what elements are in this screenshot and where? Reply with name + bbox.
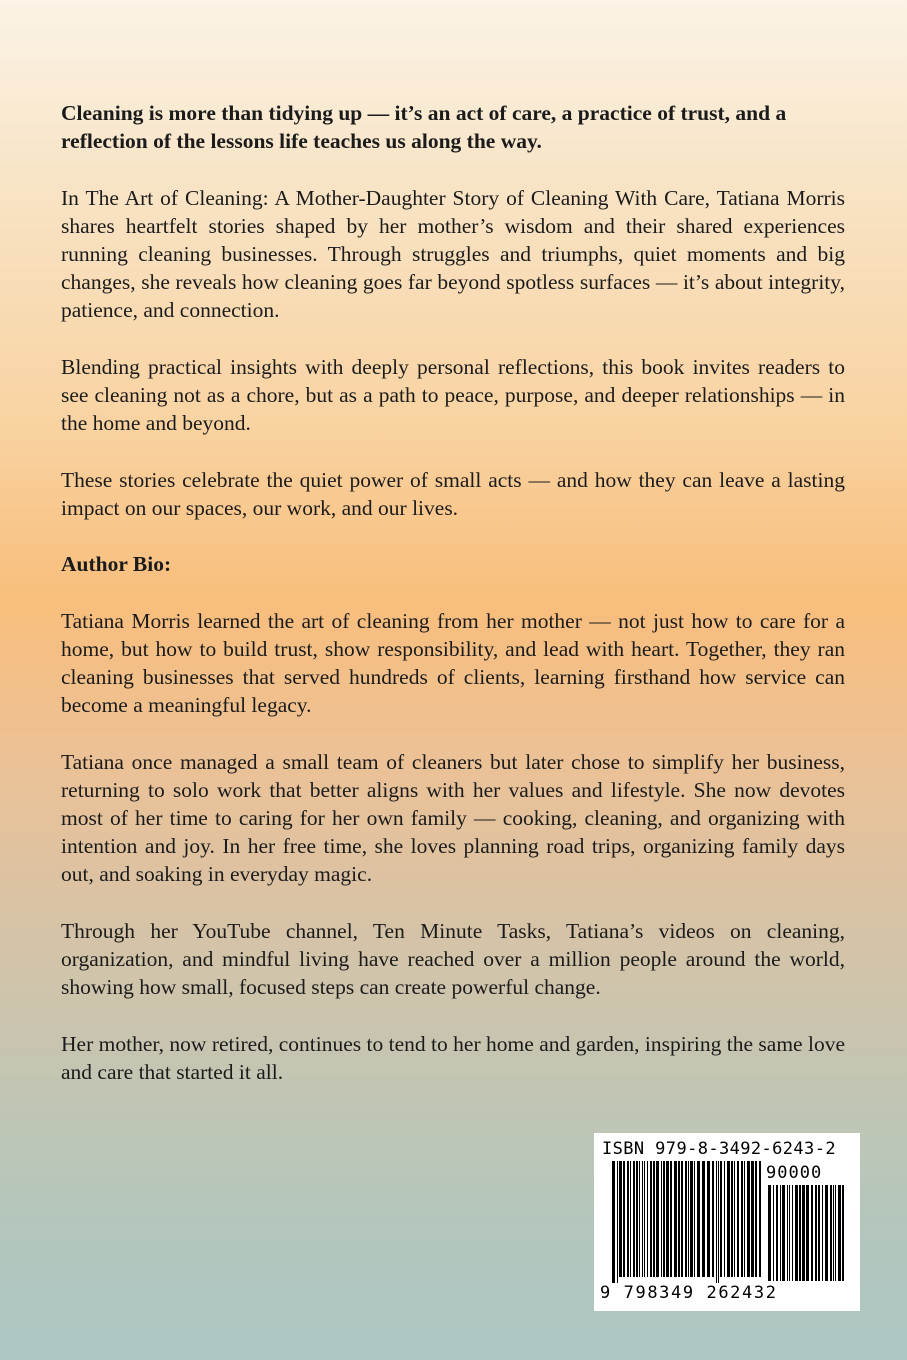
barcode-bar — [690, 1161, 693, 1277]
barcode-bar — [737, 1161, 739, 1277]
barcode-bar — [842, 1185, 844, 1281]
barcode-bar — [822, 1185, 823, 1281]
barcode-bar — [644, 1161, 645, 1277]
barcode-bar — [747, 1161, 750, 1277]
barcode-bar — [806, 1185, 809, 1281]
barcode-bar — [617, 1161, 618, 1283]
barcode-bar — [666, 1161, 669, 1277]
barcode-bar — [650, 1161, 652, 1277]
description-paragraph-1: In The Art of Cleaning: A Mother-Daughter Story of Cleaning With Care, Tatiana Morris shares heartfelt stories shaped by her mother’s wisdom and their shared experiences running cleaning businesses. Through struggles and triumphs, quiet moments and big changes, she reveals how cleaning goes far beyond spotless surfaces — it’s about integrity, patience, and connection. — [61, 185, 845, 323]
barcode-bar — [712, 1161, 714, 1277]
author-bio-paragraph-2: Tatiana once managed a small team of cleaners but later chose to simplify her business, returning to solo work that better aligns with her values and lifestyle. She now devotes most of her time to caring for her own family — cooking, cleaning, and organizing with intention and joy. In her free time, she loves planning road trips, organizing family days out, and soaking in everyday magic. — [61, 749, 845, 887]
price-code: 90000 — [766, 1163, 823, 1183]
barcode-bar — [802, 1185, 805, 1281]
barcode-bar — [619, 1161, 622, 1277]
barcode-bar — [815, 1185, 817, 1281]
author-bio-paragraph-1: Tatiana Morris learned the art of cleaning from her mother — not just how to care for a home, but how to build trust, show responsibility, and lead with heart. Together, they ran cleaning businesses that served hundreds of clients, learning firsthand how service can become a meaningful legacy. — [61, 608, 845, 718]
barcode-bar — [773, 1185, 774, 1281]
barcode-bar — [789, 1185, 790, 1281]
barcode-bar — [799, 1185, 801, 1281]
barcode-bar — [787, 1185, 788, 1281]
barcode-bar — [741, 1161, 743, 1277]
author-bio-paragraph-4: Her mother, now retired, continues to tend to her home and garden, inspiring the same love and care that started it all. — [61, 1031, 845, 1084]
barcode-bar — [718, 1161, 719, 1283]
barcode-bar — [720, 1161, 722, 1277]
author-bio-heading: Author Bio: — [61, 552, 172, 577]
barcode-bar — [768, 1185, 771, 1281]
barcode-bar — [653, 1161, 655, 1277]
barcode-bar — [661, 1161, 662, 1277]
barcode-bar — [838, 1185, 841, 1281]
ean-barcode-bars — [612, 1161, 762, 1283]
barcode-bar — [776, 1185, 778, 1281]
barcode-bar — [681, 1161, 683, 1277]
barcode-bar — [792, 1185, 793, 1281]
barcode-bar — [833, 1185, 834, 1281]
barcode-bar — [627, 1161, 629, 1277]
barcode-bar — [663, 1161, 665, 1277]
barcode-bar — [639, 1161, 640, 1277]
barcode-bar — [734, 1161, 735, 1277]
barcode-bar — [825, 1185, 828, 1281]
barcode-bar — [835, 1185, 836, 1281]
author-bio-paragraph-3: Through her YouTube channel, Ten Minute Tasks, Tatiana’s videos on cleaning, organization, and mindful living have reached over a million people around the world, showing how small, focused steps can create powerful change. — [61, 918, 845, 1000]
barcode-bar — [755, 1161, 757, 1277]
barcode-bar — [636, 1161, 638, 1277]
barcode-bar — [697, 1161, 700, 1277]
barcode-bar — [724, 1161, 725, 1277]
barcode-bar — [623, 1161, 625, 1277]
barcode-bar — [830, 1185, 832, 1281]
barcode-bar — [688, 1161, 689, 1277]
description-paragraph-2: Blending practical insights with deeply personal reflections, this book invites readers to see cleaning not as a chore, but as a path to peace, purpose, and deeper relationships — in the home and beyond. — [61, 354, 845, 436]
barcode-bar — [630, 1161, 631, 1277]
barcode-bar — [685, 1161, 687, 1277]
barcode-bar — [795, 1185, 798, 1281]
barcode-bar — [633, 1161, 635, 1277]
barcode-bar — [647, 1161, 648, 1277]
barcode-bar — [702, 1161, 705, 1277]
barcode-bar — [642, 1161, 643, 1277]
barcode-bar — [780, 1185, 781, 1281]
barcode-bar — [612, 1161, 615, 1283]
ean-digits: 9 798349 262432 — [600, 1283, 778, 1303]
barcode-bar — [731, 1161, 733, 1277]
barcode-bar — [727, 1161, 730, 1277]
barcode-bar — [782, 1185, 785, 1281]
isbn-label: ISBN 979-8-3492-6243-2 — [602, 1139, 836, 1159]
price-addon-bars — [768, 1185, 846, 1281]
barcode-bar — [818, 1185, 820, 1281]
barcode-bar — [674, 1161, 677, 1277]
isbn-barcode-box — [594, 1133, 860, 1311]
description-paragraph-3: These stories celebrate the quiet power of small acts — and how they can leave a lasting impact on our spaces, our work, and our lives. — [61, 467, 845, 520]
barcode-bar — [716, 1161, 717, 1283]
barcode-bar — [670, 1161, 672, 1277]
barcode-bar — [759, 1161, 761, 1277]
barcode-bar — [678, 1161, 680, 1277]
barcode-bar — [694, 1161, 695, 1277]
lead-paragraph: Cleaning is more than tidying up — it’s an act of care, a practice of trust, and a reflection of the lessons life teaches us along the way. — [61, 101, 787, 154]
barcode-bar — [751, 1161, 754, 1277]
barcode-bar — [656, 1161, 659, 1277]
barcode-bar — [811, 1185, 813, 1281]
back-cover-text — [61, 99, 845, 1114]
barcode-bar — [744, 1161, 745, 1277]
barcode-bar — [707, 1161, 710, 1277]
